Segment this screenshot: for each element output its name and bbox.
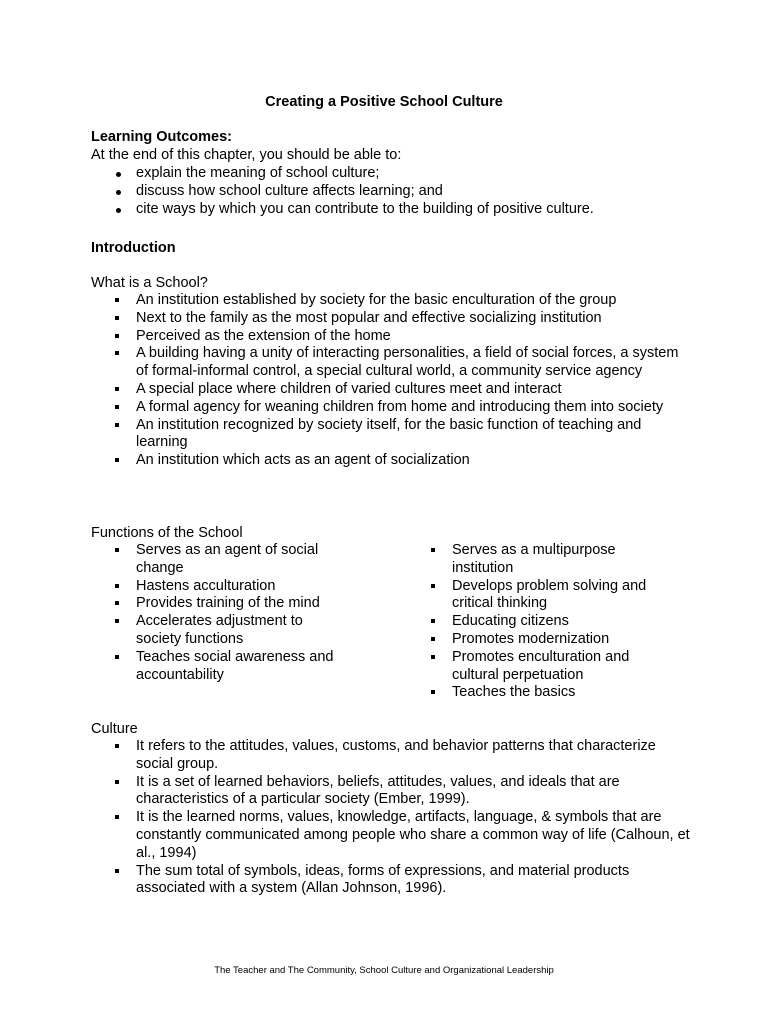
what-is-school-label: What is a School?: [91, 275, 208, 291]
list-item: The sum total of symbols, ideas, forms of expressions, and material products associated with a system (Allan Johnson, 1996).: [91, 863, 691, 899]
learning-outcomes-heading: Learning Outcomes:: [91, 129, 232, 145]
list-item: A building having a unity of interacting personalities, a field of social forces, a system of formal-informal control, a special cultural world, a community service agency: [91, 345, 681, 381]
list-item: Promotes enculturation and cultural perpetuation: [407, 649, 667, 685]
learning-outcome-item: explain the meaning of school culture;: [91, 165, 691, 183]
culture-list: [91, 738, 691, 898]
list-item: Next to the family as the most popular and effective socializing institution: [91, 310, 681, 328]
learning-outcomes-intro: At the end of this chapter, you should be able to:: [91, 147, 402, 163]
list-item: Hastens acculturation: [91, 578, 351, 596]
list-item: Provides training of the mind: [91, 595, 351, 613]
list-item: Teaches the basics: [407, 684, 667, 702]
culture-label: Culture: [91, 721, 138, 737]
functions-label: Functions of the School: [91, 525, 243, 541]
functions-list-right: [407, 542, 667, 702]
page-title: Creating a Positive School Culture: [265, 94, 503, 110]
list-item: Perceived as the extension of the home: [91, 328, 681, 346]
list-item: Teaches social awareness and accountability: [91, 649, 351, 685]
list-item: Serves as a multipurpose institution: [407, 542, 667, 578]
list-item: A formal agency for weaning children from home and introducing them into society: [91, 399, 681, 417]
list-item: It refers to the attitudes, values, customs, and behavior patterns that characterize social group.: [91, 738, 691, 774]
list-item: Serves as an agent of social change: [91, 542, 351, 578]
what-is-school-list: [91, 292, 681, 470]
list-item: Accelerates adjustment to society functions: [91, 613, 351, 649]
list-item: It is a set of learned behaviors, beliefs, attitudes, values, and ideals that are characteristics of a particular society (Ember, 1999).: [91, 774, 691, 810]
list-item: A special place where children of varied cultures meet and interact: [91, 381, 681, 399]
list-item: An institution which acts as an agent of socialization: [91, 452, 681, 470]
learning-outcomes-list: [91, 165, 691, 218]
list-item: It is the learned norms, values, knowledge, artifacts, language, & symbols that are constantly communicated among people who share a common way of life (Calhoun, et al., 1994): [91, 809, 691, 862]
learning-outcome-item: discuss how school culture affects learning; and: [91, 183, 691, 201]
learning-outcome-item: cite ways by which you can contribute to the building of positive culture.: [91, 201, 691, 219]
list-item: Educating citizens: [407, 613, 667, 631]
page-footer: The Teacher and The Community, School Culture and Organizational Leadership: [214, 965, 554, 976]
list-item: An institution established by society for the basic enculturation of the group: [91, 292, 681, 310]
introduction-heading: Introduction: [91, 240, 176, 256]
list-item: An institution recognized by society itself, for the basic function of teaching and learning: [91, 417, 681, 453]
functions-list-left: [91, 542, 351, 684]
list-item: Promotes modernization: [407, 631, 667, 649]
list-item: Develops problem solving and critical thinking: [407, 578, 667, 614]
